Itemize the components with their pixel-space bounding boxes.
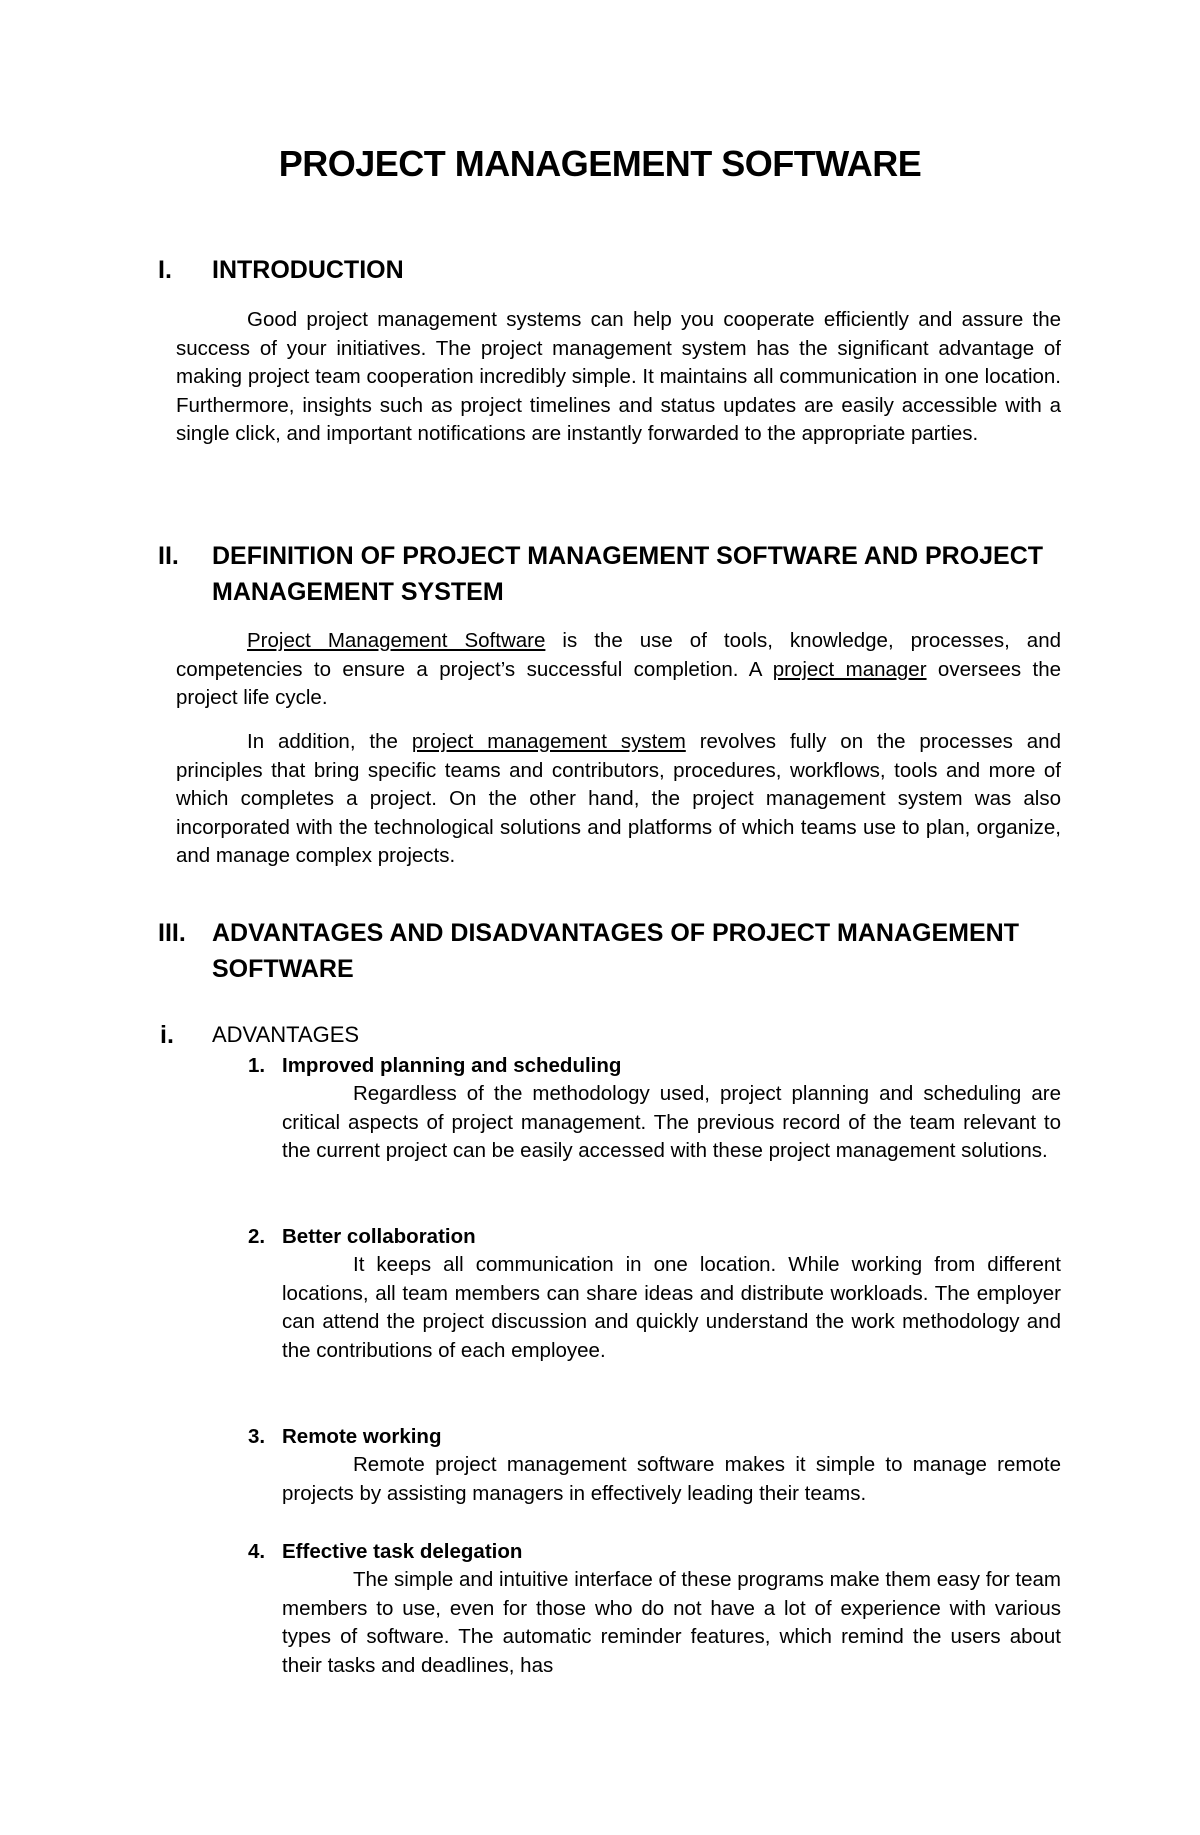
section-title: DEFINITION OF PROJECT MANAGEMENT SOFTWARE AND PROJECT MANAGEMENT SYSTEM: [212, 542, 1044, 606]
term-project-management-software: Project Management Software: [247, 629, 546, 652]
definition-paragraph-1: [176, 627, 1061, 713]
section-number: III.: [158, 919, 186, 947]
item-title: Improved planning and scheduling: [282, 1054, 622, 1077]
subsection-number: i.: [160, 1021, 174, 1049]
definition-paragraph-2: [176, 728, 1061, 871]
item-title: Remote working: [282, 1425, 442, 1448]
item-number: 2.: [248, 1225, 266, 1248]
advantage-item-body: The simple and intuitive interface of these programs make them easy for team members to use, even for those who do not have a lot of experience with various types of software. The automatic reminder features, which remind the users about their tasks and deadlines, has: [282, 1568, 1061, 1677]
item-number: 3.: [248, 1425, 266, 1448]
definition-text-1: is the use of tools, knowledge, processes, and competencies to ensure a project’s successful completion. A: [176, 629, 1061, 681]
definition-text-2: oversees the project life cycle.: [176, 657, 1062, 710]
system-text-1: In addition, the: [247, 730, 412, 753]
intro-paragraph: Good project management systems can help you cooperate efficiently and assure the success of your initiatives. The project management system has the significant advantage of making project team cooperation incredibly simple. It maintains all communication in one location. Furthermore, insights such as project timelines and status updates are easily accessible with a single click, and important notifications are instantly forwarded to the appropriate parties.: [176, 308, 1061, 446]
section-title: INTRODUCTION: [212, 256, 404, 284]
term-project-management-system: project management system: [411, 730, 686, 753]
advantage-item-body: It keeps all communication in one location. While working from different locations, all team members can share ideas and distribute workloads. The employer can attend the project discussion and quickly understand the work methodology and the contributions of each employee.: [282, 1253, 1061, 1362]
subsection-title: ADVANTAGES: [212, 1022, 360, 1047]
section-title: ADVANTAGES AND DISADVANTAGES OF PROJECT MANAGEMENT SOFTWARE: [212, 919, 1019, 983]
item-title: Better collaboration: [282, 1225, 476, 1248]
advantage-item-body: Remote project management software makes it simple to manage remote projects by assisting managers in effectively leading their teams.: [282, 1453, 1061, 1505]
section-number: II.: [158, 542, 179, 570]
item-number: 4.: [248, 1540, 266, 1563]
term-project-manager: project manager: [772, 657, 927, 681]
system-text-2: revolves fully on the processes and principles that bring specific teams and contributors, procedures, workflows, tools and more of which completes a project. On the other hand, the project management system was also incorporated with the technological solutions and platforms of which teams use to plan, organize, and manage complex projects.: [176, 730, 1061, 868]
section-number: I.: [158, 256, 172, 284]
item-title: Effective task delegation: [282, 1540, 523, 1563]
advantage-item-body: Regardless of the methodology used, project planning and scheduling are critical aspects of project management. The previous record of the team relevant to the current project can be easily accessed with these project management solutions.: [282, 1082, 1061, 1163]
item-number: 1.: [248, 1054, 266, 1077]
document-title: PROJECT MANAGEMENT SOFTWARE: [278, 143, 922, 184]
